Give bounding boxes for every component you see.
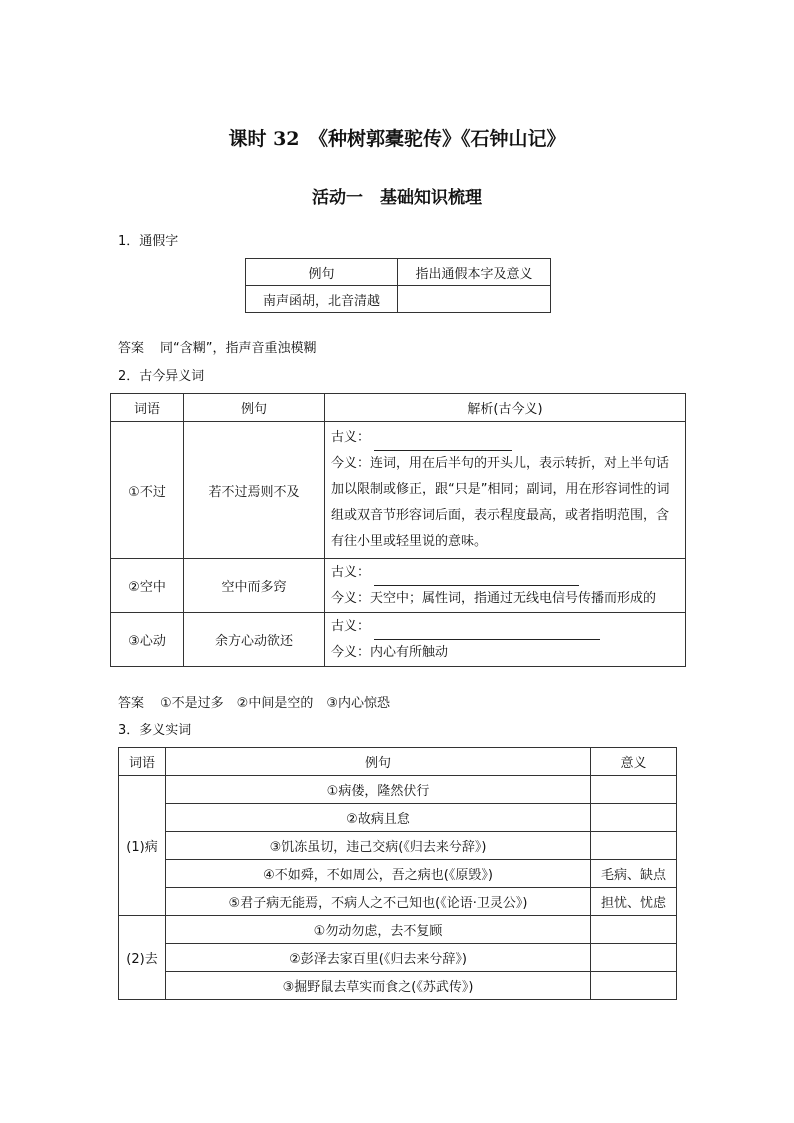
duoyi-table xyxy=(118,747,677,1000)
table-header: 例句 xyxy=(166,748,591,776)
section-heading-gujin: 2．古今异义词 xyxy=(118,369,205,384)
word-cell: (1)病 xyxy=(119,776,166,916)
word-cell: (2)去 xyxy=(119,916,166,1000)
table-header: 例句 xyxy=(184,394,325,422)
meaning-cell xyxy=(591,832,677,860)
meaning-cell xyxy=(591,916,677,944)
modern-meaning: 今义：内心有所触动 xyxy=(331,644,449,660)
table-row xyxy=(111,422,686,559)
activity-subtitle: 活动一 基础知识梳理 xyxy=(312,188,482,208)
table-row xyxy=(111,559,686,613)
table-row xyxy=(119,944,677,972)
word-cell: ①不过 xyxy=(111,422,184,559)
table-row xyxy=(119,776,677,804)
tongjiazi-table xyxy=(245,258,551,313)
table-cell-answer-blank xyxy=(398,286,551,313)
example-cell: 若不过焉则不及 xyxy=(184,422,325,559)
example-cell: ⑤君子病无能焉，不病人之不己知也(《论语·卫灵公》) xyxy=(166,888,591,916)
example-cell: ③掘野鼠去草实而食之(《苏武传》) xyxy=(166,972,591,1000)
table-header: 解析(古今义) xyxy=(325,394,686,422)
meaning-cell xyxy=(591,776,677,804)
meaning-cell: 担忧、忧虑 xyxy=(591,888,677,916)
meaning-cell: 毛病、缺点 xyxy=(591,860,677,888)
gujin-table xyxy=(110,393,686,667)
table-cell-example: 南声函胡，北音清越 xyxy=(246,286,398,313)
example-cell: ④不如舜，不如周公，吾之病也(《原毁》) xyxy=(166,860,591,888)
table-row xyxy=(119,916,677,944)
answer-label: 答案 xyxy=(118,341,145,356)
modern-meaning: 今义：连词，用在后半句的开头儿，表示转折，对上半句话加以限制或修正，跟“只是”相同；副词，用在形容词性的词组或双音节形容词后面，表示程度最高，或者指明范围，含有往小里或轻里说的意味。 xyxy=(331,456,670,549)
table-header: 词语 xyxy=(111,394,184,422)
page-title: 课时 32 《种树郭橐驼传》《石钟山记》 xyxy=(228,128,566,150)
answer-blank xyxy=(374,575,579,586)
section-heading-duoyi: 3．多义实词 xyxy=(118,723,192,738)
table-row xyxy=(119,832,677,860)
answer-text: ①不是过多 ②中间是空的 ③内心惊恐 xyxy=(160,696,390,711)
answer-line-2 xyxy=(118,695,390,713)
table-row xyxy=(119,860,677,888)
table-header: 意义 xyxy=(591,748,677,776)
table-header: 词语 xyxy=(119,748,166,776)
meaning-cell xyxy=(591,944,677,972)
example-cell: ②故病且怠 xyxy=(166,804,591,832)
table-header: 例句 xyxy=(246,259,398,286)
explanation-cell xyxy=(325,613,686,667)
table-row xyxy=(119,804,677,832)
table-row xyxy=(119,972,677,1000)
word-cell: ②空中 xyxy=(111,559,184,613)
example-cell: 余方心动欲还 xyxy=(184,613,325,667)
explanation-cell xyxy=(325,559,686,613)
section-heading-tongjiazi: 1．通假字 xyxy=(118,234,179,249)
word-cell: ③心动 xyxy=(111,613,184,667)
example-cell: ①勿动勿虑，去不复顾 xyxy=(166,916,591,944)
ancient-label: 古义： xyxy=(331,564,371,580)
ancient-label: 古义： xyxy=(331,430,371,445)
table-header: 指出通假本字及意义 xyxy=(398,259,551,286)
answer-blank xyxy=(374,440,512,451)
answer-label: 答案 xyxy=(118,696,145,711)
meaning-cell xyxy=(591,972,677,1000)
ancient-label: 古义： xyxy=(331,618,371,634)
answer-line-1 xyxy=(118,340,317,358)
example-cell: 空中而多窍 xyxy=(184,559,325,613)
table-row xyxy=(111,613,686,667)
table-row xyxy=(119,888,677,916)
explanation-cell xyxy=(325,422,686,559)
answer-text: 同“含糊”，指声音重浊模糊 xyxy=(160,341,317,356)
meaning-cell xyxy=(591,804,677,832)
modern-meaning: 今义：天空中；属性词，指通过无线电信号传播而形成的 xyxy=(331,590,657,606)
answer-blank xyxy=(374,629,600,640)
example-cell: ①病偻，隆然伏行 xyxy=(166,776,591,804)
example-cell: ③饥冻虽切，违己交病(《归去来兮辞》) xyxy=(166,832,591,860)
example-cell: ②彭泽去家百里(《归去来兮辞》) xyxy=(166,944,591,972)
